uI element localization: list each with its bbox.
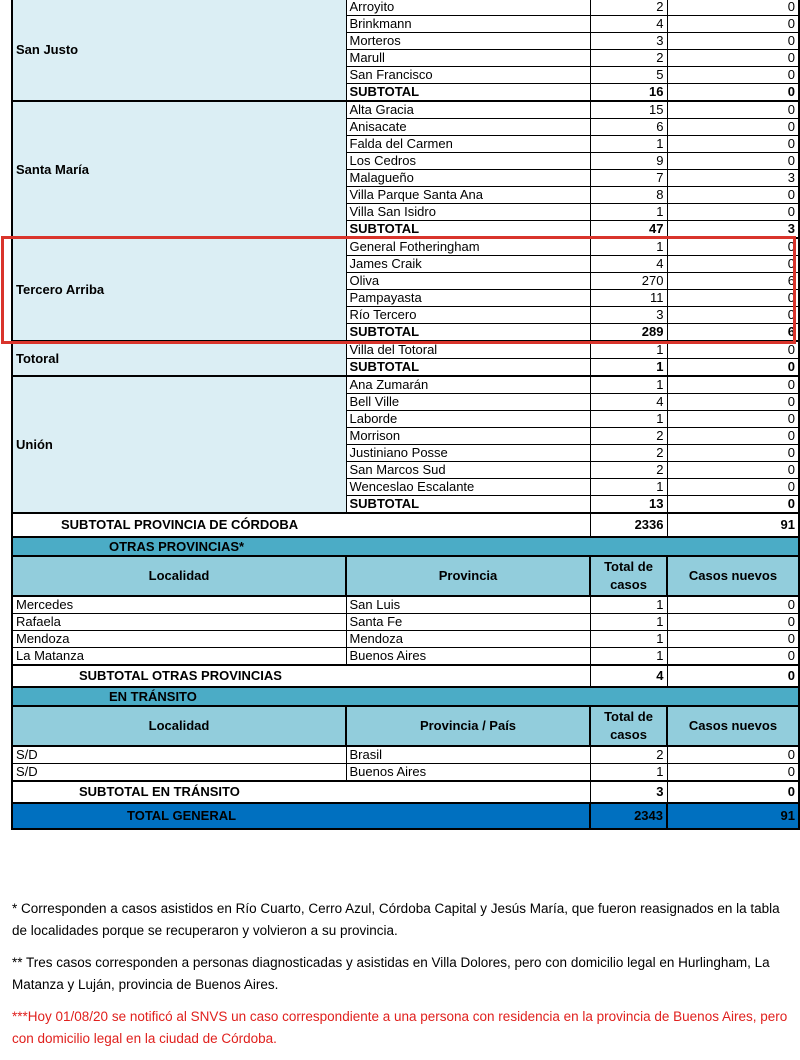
footnote-1: * Corresponden a casos asistidos en Río Cuarto, Cerro Azul, Córdoba Capital y Jesús María, que fueron reasignados en la tabla de localidades porque se recuperaron y volvieron a su provincia. [12, 901, 780, 938]
casos-nuevos-cell: 0 [667, 16, 799, 33]
total-general-label: TOTAL GENERAL [12, 803, 590, 829]
localidad-cell: Arroyito [346, 0, 590, 16]
footnotes [12, 898, 792, 1060]
cases-table-body [12, 0, 799, 829]
transito-header-row [12, 706, 799, 746]
localidad-cell: Brinkmann [346, 16, 590, 33]
casos-nuevos-cell: 0 [667, 0, 799, 16]
provincia-cell: Buenos Aires [346, 648, 590, 666]
casos-nuevos-cell: 0 [667, 67, 799, 84]
otras-header-row [12, 556, 799, 596]
subtotal-nuevos: 0 [667, 496, 799, 514]
subtotal-label: SUBTOTAL [346, 221, 590, 239]
casos-nuevos-cell: 0 [667, 307, 799, 324]
localidad-cell: Laborde [346, 411, 590, 428]
transito-section-title-row [12, 687, 799, 706]
footnote-3: ***Hoy 01/08/20 se notificó al SNVS un caso correspondiente a una persona con residencia en la provincia de Buenos Aires, pero con domicilio legal en la ciudad de Córdoba. [12, 1009, 788, 1046]
subtotal-cordoba-nuevos: 91 [667, 513, 799, 537]
provincia-cell: Mendoza [346, 631, 590, 648]
total-casos-cell: 1 [590, 596, 667, 614]
casos-nuevos-cell: 0 [667, 136, 799, 153]
cases-table [11, 0, 800, 830]
subtotal-total: 16 [590, 84, 667, 102]
localidad-cell: Río Tercero [346, 307, 590, 324]
total-casos-cell: 2 [590, 428, 667, 445]
total-general-row [12, 803, 799, 829]
total-casos-cell: 1 [590, 631, 667, 648]
subtotal-label: SUBTOTAL [346, 84, 590, 102]
subtotal-nuevos: 0 [667, 359, 799, 377]
total-casos-cell: 4 [590, 394, 667, 411]
casos-nuevos-cell: 0 [667, 411, 799, 428]
total-casos-cell: 8 [590, 187, 667, 204]
localidad-cell: Villa del Totoral [346, 341, 590, 359]
total-casos-cell: 3 [590, 33, 667, 50]
subtotal-nuevos: 0 [667, 84, 799, 102]
casos-nuevos-cell: 3 [667, 170, 799, 187]
otras-subtotal-total: 4 [590, 665, 667, 687]
casos-nuevos-cell: 0 [667, 119, 799, 136]
total-casos-cell: 4 [590, 256, 667, 273]
table-row [12, 596, 799, 614]
subtotal-nuevos: 6 [667, 324, 799, 342]
localidad-cell: Alta Gracia [346, 101, 590, 119]
total-general-nuevos: 91 [667, 803, 799, 829]
casos-nuevos-cell: 0 [667, 764, 799, 782]
total-casos-cell: 2 [590, 50, 667, 67]
subtotal-label: SUBTOTAL [346, 324, 590, 342]
department-name: Unión [12, 376, 346, 513]
table-row [12, 341, 799, 359]
subtotal-total: 47 [590, 221, 667, 239]
department-name: Santa María [12, 101, 346, 238]
header-casos-nuevos: Casos nuevos [667, 706, 799, 746]
casos-nuevos-cell: 0 [667, 290, 799, 307]
localidad-cell: Morteros [346, 33, 590, 50]
transito-subtotal-row [12, 781, 799, 803]
casos-nuevos-cell: 0 [667, 479, 799, 496]
total-casos-cell: 4 [590, 16, 667, 33]
total-casos-cell: 2 [590, 462, 667, 479]
localidad-cell: Falda del Carmen [346, 136, 590, 153]
casos-nuevos-cell: 0 [667, 462, 799, 479]
subtotal-total: 289 [590, 324, 667, 342]
total-casos-cell: 2 [590, 746, 667, 764]
casos-nuevos-cell: 0 [667, 746, 799, 764]
localidad-cell: La Matanza [12, 648, 346, 666]
provincia-cell: Buenos Aires [346, 764, 590, 782]
table-row [12, 631, 799, 648]
localidad-cell: Wenceslao Escalante [346, 479, 590, 496]
localidad-cell: Mendoza [12, 631, 346, 648]
localidad-cell: S/D [12, 764, 346, 782]
otras-subtotal-label: SUBTOTAL OTRAS PROVINCIAS [12, 665, 590, 687]
subtotal-label: SUBTOTAL [346, 496, 590, 514]
localidad-cell: San Francisco [346, 67, 590, 84]
header-total-casos: Total de casos [590, 706, 667, 746]
transito-section-title: EN TRÁNSITO [12, 687, 799, 706]
total-casos-cell: 6 [590, 119, 667, 136]
localidad-cell: James Craik [346, 256, 590, 273]
localidad-cell: S/D [12, 746, 346, 764]
subtotal-cordoba-total: 2336 [590, 513, 667, 537]
subtotal-label: SUBTOTAL [346, 359, 590, 377]
total-casos-cell: 3 [590, 307, 667, 324]
header-total-casos: Total de casos [590, 556, 667, 596]
casos-nuevos-cell: 0 [667, 614, 799, 631]
footnote-2: ** Tres casos corresponden a personas diagnosticadas y asistidas en Villa Dolores, pero con domicilio legal en Hurlingham, La Matanza y Luján, provincia de Buenos Aires. [12, 955, 770, 992]
table-row [12, 101, 799, 119]
subtotal-total: 13 [590, 496, 667, 514]
localidad-cell: Los Cedros [346, 153, 590, 170]
casos-nuevos-cell: 0 [667, 376, 799, 394]
casos-nuevos-cell: 0 [667, 50, 799, 67]
table-row [12, 376, 799, 394]
localidad-cell: Villa Parque Santa Ana [346, 187, 590, 204]
casos-nuevos-cell: 0 [667, 341, 799, 359]
localidad-cell: Rafaela [12, 614, 346, 631]
total-casos-cell: 1 [590, 136, 667, 153]
casos-nuevos-cell: 0 [667, 33, 799, 50]
casos-nuevos-cell: 0 [667, 648, 799, 666]
localidad-cell: Mercedes [12, 596, 346, 614]
localidad-cell: General Fotheringham [346, 238, 590, 256]
provincia-cell: San Luis [346, 596, 590, 614]
localidad-cell: Morrison [346, 428, 590, 445]
table-row [12, 0, 799, 16]
table-row [12, 614, 799, 631]
total-casos-cell: 1 [590, 341, 667, 359]
total-casos-cell: 7 [590, 170, 667, 187]
table-row [12, 746, 799, 764]
casos-nuevos-cell: 0 [667, 596, 799, 614]
header-localidad: Localidad [12, 556, 346, 596]
total-casos-cell: 2 [590, 0, 667, 16]
localidad-cell: San Marcos Sud [346, 462, 590, 479]
localidad-cell: Malagueño [346, 170, 590, 187]
otras-section-title: OTRAS PROVINCIAS* [12, 537, 799, 556]
casos-nuevos-cell: 6 [667, 273, 799, 290]
subtotal-total: 1 [590, 359, 667, 377]
casos-nuevos-cell: 0 [667, 238, 799, 256]
casos-nuevos-cell: 0 [667, 204, 799, 221]
header-provincia: Provincia / País [346, 706, 590, 746]
header-localidad: Localidad [12, 706, 346, 746]
department-name: San Justo [12, 0, 346, 101]
total-casos-cell: 9 [590, 153, 667, 170]
total-casos-cell: 1 [590, 614, 667, 631]
total-casos-cell: 1 [590, 376, 667, 394]
casos-nuevos-cell: 0 [667, 445, 799, 462]
total-casos-cell: 1 [590, 479, 667, 496]
casos-nuevos-cell: 0 [667, 428, 799, 445]
casos-nuevos-cell: 0 [667, 187, 799, 204]
total-casos-cell: 1 [590, 411, 667, 428]
subtotal-cordoba-row [12, 513, 799, 537]
subtotal-nuevos: 3 [667, 221, 799, 239]
total-casos-cell: 15 [590, 101, 667, 119]
table-row [12, 648, 799, 666]
header-casos-nuevos: Casos nuevos [667, 556, 799, 596]
localidad-cell: Pampayasta [346, 290, 590, 307]
otras-subtotal-nuevos: 0 [667, 665, 799, 687]
total-casos-cell: 1 [590, 648, 667, 666]
localidad-cell: Bell Ville [346, 394, 590, 411]
department-name: Tercero Arriba [12, 238, 346, 341]
casos-nuevos-cell: 0 [667, 631, 799, 648]
transito-subtotal-total: 3 [590, 781, 667, 803]
casos-nuevos-cell: 0 [667, 153, 799, 170]
otras-section-title-row [12, 537, 799, 556]
total-casos-cell: 270 [590, 273, 667, 290]
casos-nuevos-cell: 0 [667, 256, 799, 273]
total-casos-cell: 11 [590, 290, 667, 307]
localidad-cell: Anisacate [346, 119, 590, 136]
total-casos-cell: 1 [590, 238, 667, 256]
table-row [12, 238, 799, 256]
localidad-cell: Justiniano Posse [346, 445, 590, 462]
subtotal-cordoba-label: SUBTOTAL PROVINCIA DE CÓRDOBA [12, 513, 590, 537]
total-casos-cell: 5 [590, 67, 667, 84]
total-casos-cell: 1 [590, 764, 667, 782]
transito-subtotal-nuevos: 0 [667, 781, 799, 803]
total-general-total: 2343 [590, 803, 667, 829]
localidad-cell: Oliva [346, 273, 590, 290]
casos-nuevos-cell: 0 [667, 101, 799, 119]
department-name: Totoral [12, 341, 346, 376]
localidad-cell: Villa San Isidro [346, 204, 590, 221]
casos-nuevos-cell: 0 [667, 394, 799, 411]
localidad-cell: Ana Zumarán [346, 376, 590, 394]
header-provincia: Provincia [346, 556, 590, 596]
table-row [12, 764, 799, 782]
localidad-cell: Marull [346, 50, 590, 67]
total-casos-cell: 2 [590, 445, 667, 462]
transito-subtotal-label: SUBTOTAL EN TRÁNSITO [12, 781, 590, 803]
provincia-cell: Brasil [346, 746, 590, 764]
total-casos-cell: 1 [590, 204, 667, 221]
otras-subtotal-row [12, 665, 799, 687]
provincia-cell: Santa Fe [346, 614, 590, 631]
